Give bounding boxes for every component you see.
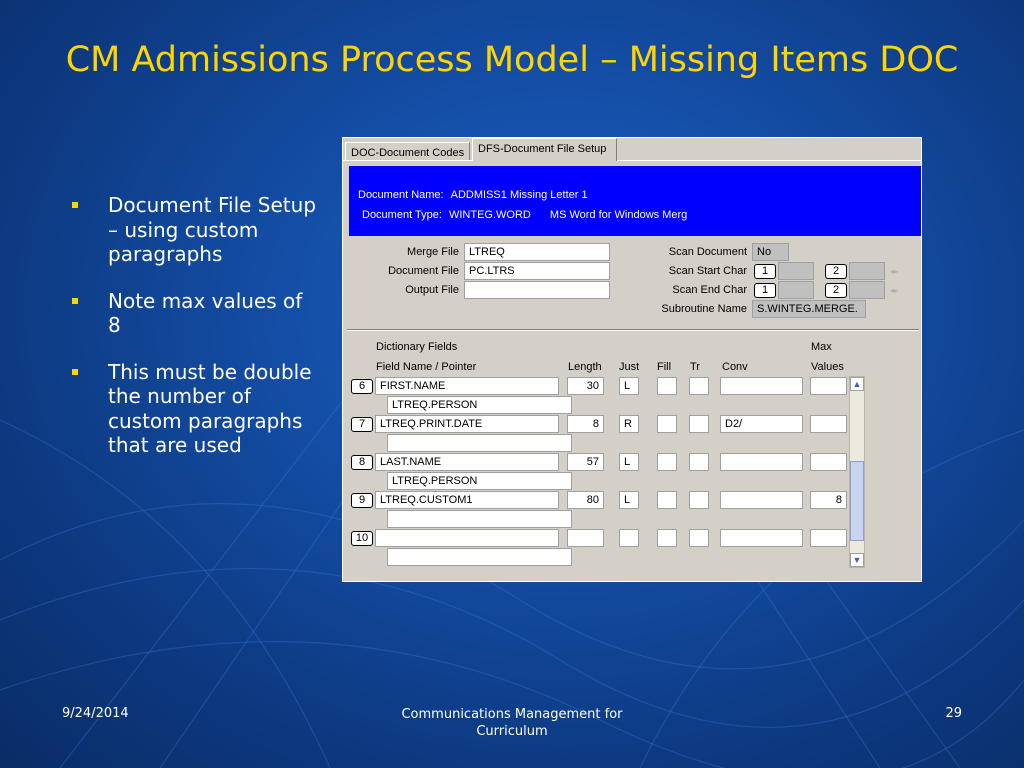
scan-end-arrows-icon[interactable]: ◂▸	[889, 286, 899, 295]
fill-cell[interactable]	[657, 491, 677, 509]
scan-start-char-label: Scan Start Char	[668, 265, 747, 277]
just-cell[interactable]	[619, 529, 639, 547]
scan-start-arrows-icon[interactable]: ◂▸	[889, 267, 899, 276]
conv-cell[interactable]: D2/	[720, 415, 803, 433]
tr-cell[interactable]	[689, 491, 709, 509]
conv-cell[interactable]	[720, 453, 803, 471]
output-file-label: Output File	[405, 284, 459, 296]
tab-document-file-setup[interactable]: DFS-Document File Setup	[472, 138, 617, 161]
bullet-square-icon	[72, 369, 78, 375]
row-number-button[interactable]: 6	[351, 379, 373, 394]
field-name-cell[interactable]	[375, 529, 559, 547]
field-name-cell[interactable]: FIRST.NAME	[375, 377, 559, 395]
pointer-cell[interactable]: LTREQ.PERSON	[387, 472, 572, 490]
document-file-field[interactable]: PC.LTRS	[464, 262, 610, 280]
length-cell[interactable]: 8	[567, 415, 604, 433]
field-name-cell[interactable]: LAST.NAME	[375, 453, 559, 471]
scan-start-2-button[interactable]: 2	[825, 264, 847, 279]
tab-document-codes[interactable]: DOC-Document Codes	[345, 142, 470, 161]
tab-divider	[343, 160, 921, 161]
field-name-cell[interactable]: LTREQ.CUSTOM1	[375, 491, 559, 509]
pointer-cell[interactable]: LTREQ.PERSON	[387, 396, 572, 414]
conv-cell[interactable]	[720, 491, 803, 509]
fill-cell[interactable]	[657, 453, 677, 471]
scan-document-field[interactable]: No	[752, 243, 789, 261]
column-length: Length	[568, 361, 602, 373]
max-values-cell[interactable]	[810, 377, 847, 395]
scan-start-1-field[interactable]	[778, 262, 814, 280]
merge-file-field[interactable]: LTREQ	[464, 243, 610, 261]
scan-start-1-button[interactable]: 1	[754, 264, 776, 279]
max-values-cell[interactable]	[810, 415, 847, 433]
document-file-setup-window	[342, 137, 922, 582]
scan-end-1-button[interactable]: 1	[754, 283, 776, 298]
length-cell[interactable]	[567, 529, 604, 547]
tr-cell[interactable]	[689, 529, 709, 547]
scan-end-1-field[interactable]	[778, 281, 814, 299]
column-tr: Tr	[690, 361, 700, 373]
length-cell[interactable]: 80	[567, 491, 604, 509]
bullet-item	[70, 360, 320, 458]
bullet-text: Document File Setup – using custom paragraphs	[108, 193, 317, 266]
scan-end-char-label: Scan End Char	[672, 284, 747, 296]
scan-end-2-button[interactable]: 2	[825, 283, 847, 298]
fill-cell[interactable]	[657, 415, 677, 433]
document-file-label: Document File	[388, 265, 459, 277]
max-values-cell[interactable]: 8	[810, 491, 847, 509]
max-values-cell[interactable]	[810, 453, 847, 471]
row-number-button[interactable]: 10	[351, 531, 373, 546]
row-number-button[interactable]: 9	[351, 493, 373, 508]
tr-cell[interactable]	[689, 453, 709, 471]
document-type-value: WINTEG.WORD	[448, 209, 531, 221]
row-number-button[interactable]: 8	[351, 455, 373, 470]
conv-cell[interactable]	[720, 377, 803, 395]
just-cell[interactable]: L	[619, 491, 639, 509]
length-cell[interactable]: 57	[567, 453, 604, 471]
chevron-down-icon[interactable]: ▼	[850, 553, 864, 567]
output-file-field[interactable]	[464, 281, 610, 299]
document-name-value: ADDMISS1 Missing Letter 1	[450, 189, 588, 201]
document-name-row	[358, 189, 588, 201]
bullet-list	[70, 193, 320, 480]
field-name-cell[interactable]: LTREQ.PRINT.DATE	[375, 415, 559, 433]
document-type-description: MS Word for Windows Merg	[549, 209, 688, 221]
scan-end-2-field[interactable]	[849, 281, 885, 299]
column-field-name: Field Name / Pointer	[376, 361, 477, 373]
subroutine-name-label: Subroutine Name	[661, 303, 747, 315]
scroll-thumb[interactable]	[850, 461, 864, 541]
bullet-text: This must be double the number of custom paragraphs that are used	[108, 359, 312, 457]
tr-cell[interactable]	[689, 377, 709, 395]
bullet-square-icon	[72, 298, 78, 304]
conv-cell[interactable]	[720, 529, 803, 547]
pointer-cell[interactable]	[387, 434, 572, 452]
tr-cell[interactable]	[689, 415, 709, 433]
just-cell[interactable]: L	[619, 377, 639, 395]
document-info-panel	[349, 166, 921, 236]
bullet-item	[70, 289, 320, 338]
document-type-row	[362, 209, 687, 221]
bullet-text: Note max values of 8	[108, 288, 303, 337]
length-cell[interactable]: 30	[567, 377, 604, 395]
footer-date: 9/24/2014	[62, 706, 129, 721]
footer-center-text: Communications Management for Curriculum	[401, 707, 623, 739]
chevron-up-icon[interactable]: ▲	[850, 377, 864, 391]
subroutine-name-field[interactable]: S.WINTEG.MERGE.	[752, 300, 866, 318]
scan-document-label: Scan Document	[668, 246, 747, 258]
section-divider-highlight	[347, 330, 919, 331]
document-name-label: Document Name:	[358, 189, 444, 201]
pointer-cell[interactable]	[387, 548, 572, 566]
column-max-top: Max	[811, 341, 832, 353]
pointer-cell[interactable]	[387, 510, 572, 528]
column-fill: Fill	[657, 361, 672, 373]
bullet-square-icon	[72, 202, 78, 208]
column-just: Just	[619, 361, 640, 373]
fill-cell[interactable]	[657, 529, 677, 547]
just-cell[interactable]: L	[619, 453, 639, 471]
slide-title: CM Admissions Process Model – Missing Items DOC	[65, 40, 959, 80]
dictionary-scrollbar[interactable]	[849, 376, 865, 568]
column-conv: Conv	[722, 361, 748, 373]
row-number-button[interactable]: 7	[351, 417, 373, 432]
max-values-cell[interactable]	[810, 529, 847, 547]
bullet-item	[70, 193, 320, 267]
fill-cell[interactable]	[657, 377, 677, 395]
just-cell[interactable]: R	[619, 415, 639, 433]
merge-file-label: Merge File	[407, 246, 459, 258]
document-type-label: Document Type:	[362, 209, 442, 221]
column-max-bottom: Values	[811, 361, 844, 373]
dictionary-fields-title: Dictionary Fields	[376, 341, 458, 353]
slide-number: 29	[945, 706, 962, 721]
scan-start-2-field[interactable]	[849, 262, 885, 280]
